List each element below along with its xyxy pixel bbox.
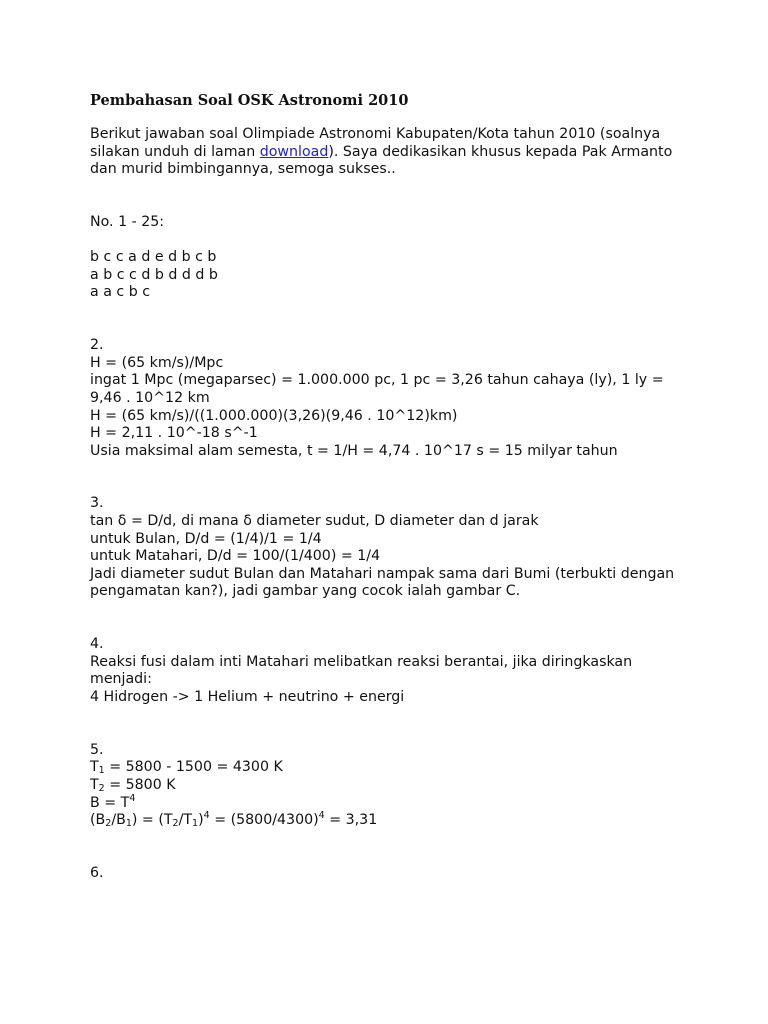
question-3-line-2: untuk Bulan, D/d = (1/4)/1 = 1/4 — [90, 530, 322, 547]
question-4-line-1: Reaksi fusi dalam inti Matahari melibatkan reaksi berantai, jika diringkaskan menjadi: — [90, 653, 633, 688]
question-5-line-ratio: $(B_2/B_1) = (T_2/T_1)^4 = (5800/4300)^4 = 3,31$ — [90, 810, 378, 830]
question-2-line-3: H = (65 km/s)/((1.000.000)(3,26)(9,46 . 10^12)km) — [90, 407, 458, 424]
question-3-number: 3. — [90, 495, 104, 512]
question-6-number: 6. — [90, 864, 104, 881]
question-2-line-1: H = (65 km/s)/Mpc — [90, 354, 224, 371]
question-2-line-2: ingat 1 Mpc (megaparsec) = 1.000.000 pc, 1 pc = 3,26 tahun cahaya (ly), 1 ly = 9,46 . 10^12 km — [90, 372, 664, 406]
question-3-line-4: Jadi diameter sudut Bulan dan Matahari nampak sama dari Bumi (terbukti dengan pengamatan kan?), jadi gambar yang cocok ialah gambar C. — [90, 565, 675, 600]
answers-row-2: a b c c d b d d d b — [90, 266, 218, 283]
question-5-line-t2: $T_2 = 5800$ K — [90, 776, 176, 794]
answers-row-1: b c c a d e d b c b — [90, 249, 217, 266]
question-5-line-b: $B = T^4$ — [90, 792, 136, 811]
intro-text-after: ). Saya dedikasikan khusus kepada Pak Armanto dan murid bimbingannya, semoga sukses.. — [90, 143, 673, 178]
document-body — [90, 126, 680, 883]
question-5-line-t1: $T_1 = 5800 - 1500 = 4300$ K — [90, 759, 283, 777]
question-5-number: 5. — [90, 741, 104, 758]
answers-row-3: a a c b c — [90, 284, 151, 301]
question-2-line-5: Usia maksimal alam semesta, t = 1/H = 4,74 . 10^17 s = 15 milyar tahun — [90, 442, 618, 459]
question-2-line-4: H = 2,11 . 10^-18 s^-1 — [90, 425, 258, 442]
answers-heading: No. 1 - 25: — [90, 213, 165, 230]
question-3-line-1: tan δ = D/d, di mana δ diameter sudut, D diameter dan d jarak — [90, 513, 539, 530]
question-4-line-2: 4 Hidrogen -> 1 Helium + neutrino + energi — [90, 689, 405, 705]
question-3-line-3: untuk Matahari, D/d = 100/(1/400) = 1/4 — [90, 548, 381, 565]
download-link[interactable]: download — [259, 143, 329, 160]
question-4-number: 4. — [90, 636, 104, 653]
intro-paragraph — [90, 126, 680, 179]
question-2-number: 2. — [90, 337, 104, 354]
document-title: Pembahasan Soal OSK Astronomi 2010 — [90, 92, 409, 109]
intro-text-before: Berikut jawaban soal Olimpiade Astronomi Kabupaten/Kota tahun 2010 (soalnya silakan unduh di laman — [90, 126, 661, 160]
